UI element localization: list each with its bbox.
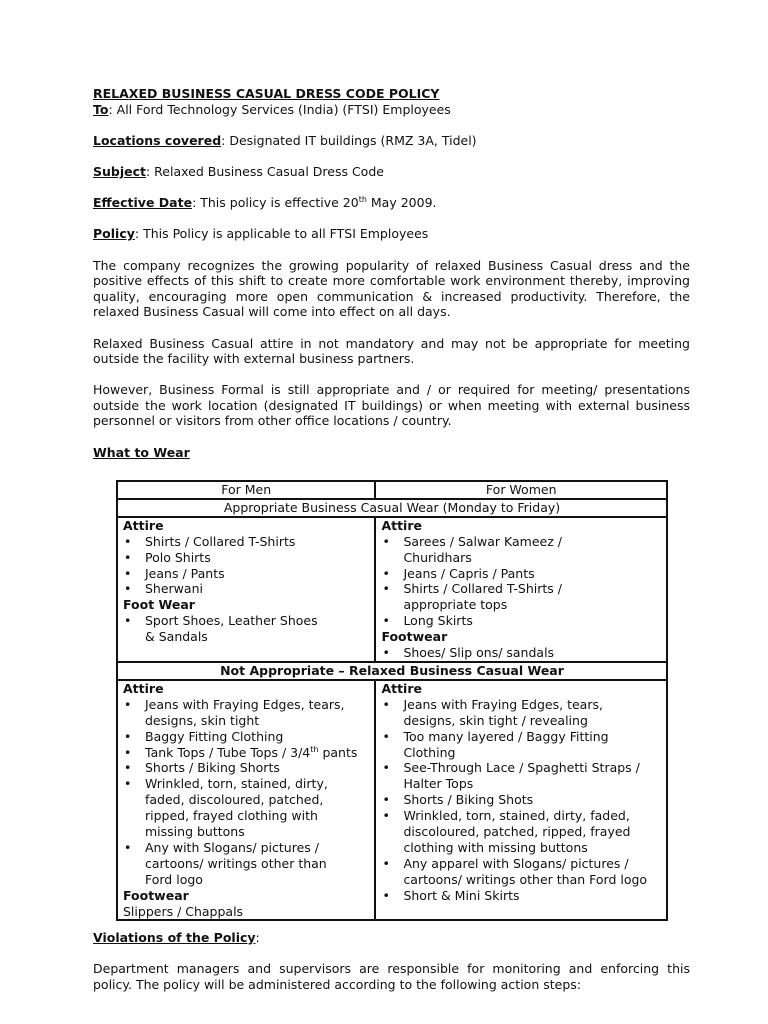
men-na-footwear-heading: Footwear (123, 887, 189, 903)
list-item: • Shorts / Biking Shorts (123, 760, 369, 776)
list-item: • Jeans / Pants (123, 566, 369, 582)
policy-title: RELAXED BUSINESS CASUAL DRESS CODE POLICY (93, 86, 440, 101)
policy-label: Policy (93, 226, 135, 242)
men-appropriate-cell (117, 517, 375, 662)
list-item: • Jeans with Fraying Edges, tears, designs, skin tight (123, 697, 369, 729)
to-line (93, 102, 690, 118)
col-header-men: For Men (117, 481, 375, 499)
list-item: • Sherwani (123, 581, 369, 597)
policy-line (93, 226, 690, 242)
list-item: • Jeans / Capris / Pants (381, 566, 661, 582)
list-item (123, 745, 369, 761)
violations-heading (93, 930, 690, 946)
list-item: • Sarees / Salwar Kameez / Churidhars (381, 534, 661, 566)
effective-sup: th (358, 195, 367, 204)
tank-tops-sup: th (310, 744, 319, 754)
list-item: • Short & Mini Skirts (381, 888, 661, 904)
policy-value: : This Policy is applicable to all FTSI Employees (134, 226, 429, 242)
appropriate-header: Appropriate Business Casual Wear (Monday to Friday) (117, 499, 667, 517)
list-item: • Shirts / Collared T-Shirts / appropriate tops (381, 581, 661, 613)
men-footwear-heading: Foot Wear (123, 597, 195, 613)
what-to-wear-heading: What to Wear (93, 444, 190, 460)
women-appropriate-cell (375, 517, 667, 662)
men-not-appropriate-cell (117, 680, 375, 921)
locations-label: Locations covered (93, 132, 222, 148)
violations-label: Violations of the Policy (93, 930, 256, 945)
effective-label: Effective Date (93, 195, 193, 211)
violations-colon: : (255, 930, 260, 945)
list-item: • Long Skirts (381, 613, 661, 629)
list-item: • Shirts / Collared T-Shirts (123, 534, 369, 550)
to-label: To (93, 101, 109, 117)
men-attire-heading: Attire (123, 517, 164, 533)
men-footwear-list (123, 613, 369, 645)
paragraph-intro: The company recognizes the growing popularity of relaxed Business Casual dress and the positive effects of this shift to create more comfortable work environment thereby, improving quality, encouraging more open communication & increased productivity. Therefore, the relaxed Business Casual will come into effect on all days. (93, 257, 690, 320)
women-attire-heading: Attire (381, 517, 422, 533)
men-attire-list (123, 534, 369, 598)
list-item: • Baggy Fitting Clothing (123, 729, 369, 745)
women-na-attire-heading: Attire (381, 680, 422, 696)
women-footwear-list (381, 645, 661, 661)
women-attire-list (381, 534, 661, 629)
paragraph-not-mandatory: Relaxed Business Casual attire in not mandatory and may not be appropriate for meeting outside the facility with external business partners. (93, 335, 690, 367)
list-item: • Too many layered / Baggy Fitting Clothing (381, 729, 661, 761)
list-item: • Wrinkled, torn, stained, dirty, faded, discoloured, patched, ripped, frayed clothing with missing buttons (381, 808, 661, 856)
effective-value: : This policy is effective 20 (192, 195, 359, 211)
men-na-attire-heading: Attire (123, 680, 164, 696)
women-not-appropriate-cell (375, 680, 667, 921)
paragraph-business-formal: However, Business Formal is still appropriate and / or required for meeting/ presentations outside the work location (designated IT buildings) or when meeting with external business personnel or visitors from other office locations / country. (93, 382, 690, 429)
subject-value: : Relaxed Business Casual Dress Code (146, 163, 384, 179)
women-na-attire-list (381, 697, 661, 904)
not-appropriate-header: Not Appropriate – Relaxed Business Casual Wear (117, 662, 667, 680)
document-body (93, 86, 690, 460)
list-item: • Sport Shoes, Leather Shoes & Sandals (123, 613, 369, 645)
subject-label: Subject (93, 163, 146, 179)
list-item: • Shoes/ Slip ons/ sandals (381, 645, 661, 661)
to-value: : All Ford Technology Services (India) (FTSI) Employees (108, 101, 451, 117)
effective-date-line (93, 195, 690, 211)
list-item: • Wrinkled, torn, stained, dirty, faded, discoloured, patched, ripped, frayed clothing with missing buttons (123, 776, 369, 840)
dress-code-table (116, 480, 668, 921)
list-item: • Jeans with Fraying Edges, tears, designs, skin tight / revealing (381, 697, 661, 729)
list-item: • Any apparel with Slogans/ pictures / cartoons/ writings other than Ford logo (381, 856, 661, 888)
locations-value: : Designated IT buildings (RMZ 3A, Tidel) (221, 132, 477, 148)
document-footer (93, 930, 690, 992)
locations-line (93, 133, 690, 149)
paragraph-violations: Department managers and supervisors are responsible for monitoring and enforcing this policy. The policy will be administered according to the following action steps: (93, 961, 690, 992)
tank-tops-text: Tank Tops / Tube Tops / 3/4 (145, 744, 311, 760)
list-item: • See-Through Lace / Spaghetti Straps / Halter Tops (381, 760, 661, 792)
men-na-attire-list (123, 697, 369, 888)
women-footwear-heading: Footwear (381, 629, 448, 645)
list-item: • Polo Shirts (123, 550, 369, 566)
list-item: • Shorts / Biking Shots (381, 792, 661, 808)
tank-tops-post: pants (318, 744, 358, 760)
col-header-women: For Women (375, 481, 667, 499)
effective-value-post: May 2009. (366, 195, 437, 211)
men-na-footwear-value: Slippers / Chappals (123, 903, 244, 919)
subject-line (93, 164, 690, 180)
list-item: • Any with Slogans/ pictures / cartoons/ writings other than Ford logo (123, 840, 369, 888)
